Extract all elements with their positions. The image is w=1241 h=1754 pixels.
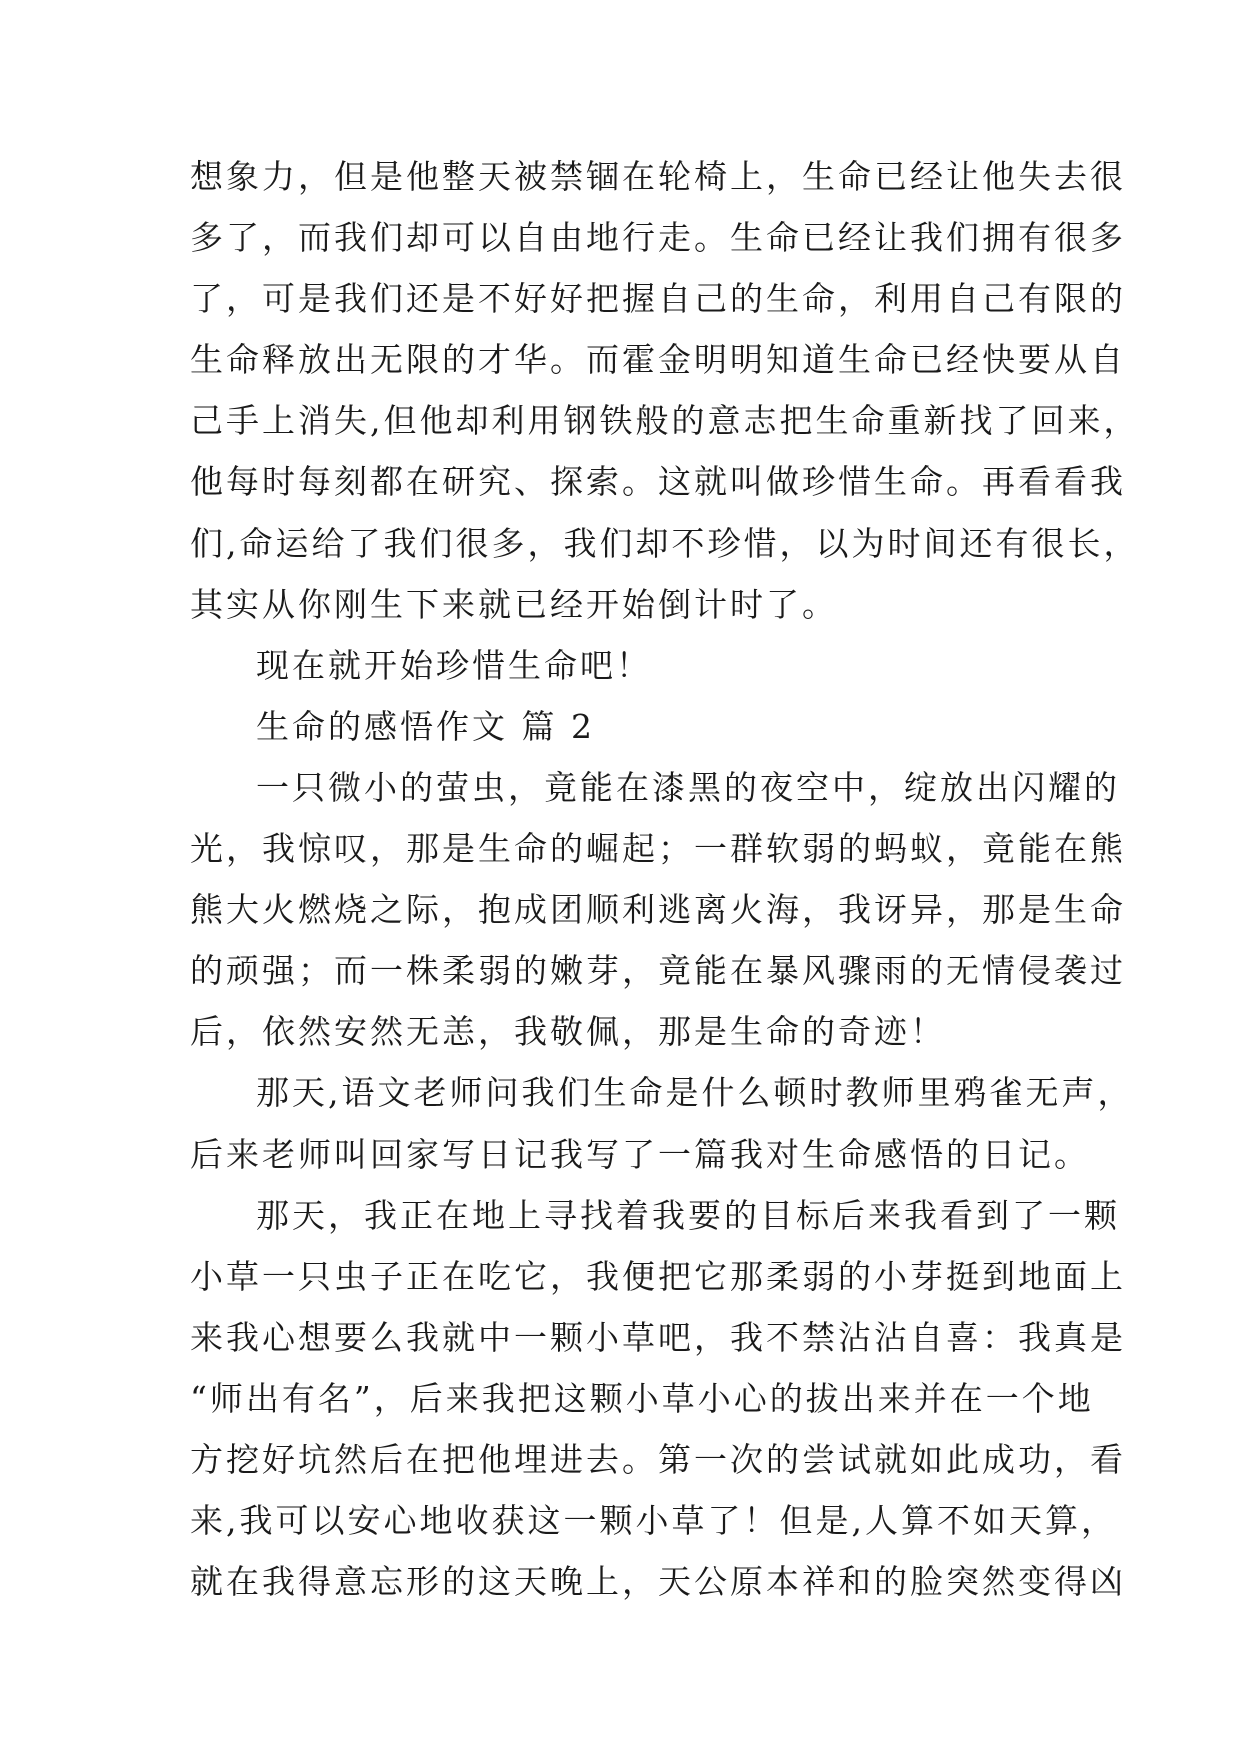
text-line: 熊大火燃烧之际，抱成团顺利逃离火海，我讶异，那是生命 [190, 890, 1126, 930]
text-line: 来我心想要么我就中一颗小草吧，我不禁沾沾自喜：我真是 [190, 1317, 1126, 1357]
text-line: 小草一只虫子正在吃它，我便把它那柔弱的小芽挺到地面上 [190, 1256, 1126, 1296]
text-line: 现在就开始珍惜生命吧！ [256, 645, 652, 685]
text-line: 其实从你刚生下来就已经开始倒计时了。 [190, 584, 838, 624]
text-line: 多了，而我们却可以自由地行走。生命已经让我们拥有很多 [190, 218, 1126, 258]
text-line: 生命的感悟作文 篇 2 [256, 706, 595, 746]
essay-body [190, 146, 1140, 1612]
text-line: 那天，我正在地上寻找着我要的目标后来我看到了一颗 [256, 1195, 1120, 1235]
text-line: “师出有名”，后来我把这颗小草小心的拔出来并在一个地 [190, 1378, 1094, 1418]
text-line: 后，依然安然无恙，我敬佩，那是生命的奇迹！ [190, 1012, 946, 1052]
text-line: 们,命运给了我们很多，我们却不珍惜，以为时间还有很长， [190, 523, 1140, 563]
text-line: 就在我得意忘形的这天晚上，天公原本祥和的脸突然变得凶 [190, 1562, 1126, 1602]
text-line: 己手上消失,但他却利用钢铁般的意志把生命重新找了回来， [190, 401, 1140, 441]
text-line: 方挖好坑然后在把他埋进去。第一次的尝试就如此成功，看 [190, 1439, 1126, 1479]
text-line: 来,我可以安心地收获这一颗小草了！但是,人算不如天算， [190, 1501, 1117, 1541]
text-line: 后来老师叫回家写日记我写了一篇我对生命感悟的日记。 [190, 1134, 1090, 1174]
text-line: 了，可是我们还是不好好把握自己的生命，利用自己有限的 [190, 279, 1126, 319]
text-line: 那天,语文老师问我们生命是什么顿时教师里鸦雀无声， [256, 1073, 1134, 1113]
text-line: 想象力，但是他整天被禁锢在轮椅上，生命已经让他失去很 [190, 157, 1126, 196]
text-line: 的顽强；而一株柔弱的嫩芽，竟能在暴风骤雨的无情侵袭过 [190, 951, 1126, 991]
text-line: 他每时每刻都在研究、探索。这就叫做珍惜生命。再看看我 [190, 462, 1126, 502]
text-line: 生命释放出无限的才华。而霍金明明知道生命已经快要从自 [190, 340, 1126, 380]
text-line: 一只微小的萤虫，竟能在漆黑的夜空中，绽放出闪耀的 [256, 767, 1120, 807]
text-line: 光，我惊叹，那是生命的崛起；一群软弱的蚂蚁，竟能在熊 [190, 829, 1126, 869]
